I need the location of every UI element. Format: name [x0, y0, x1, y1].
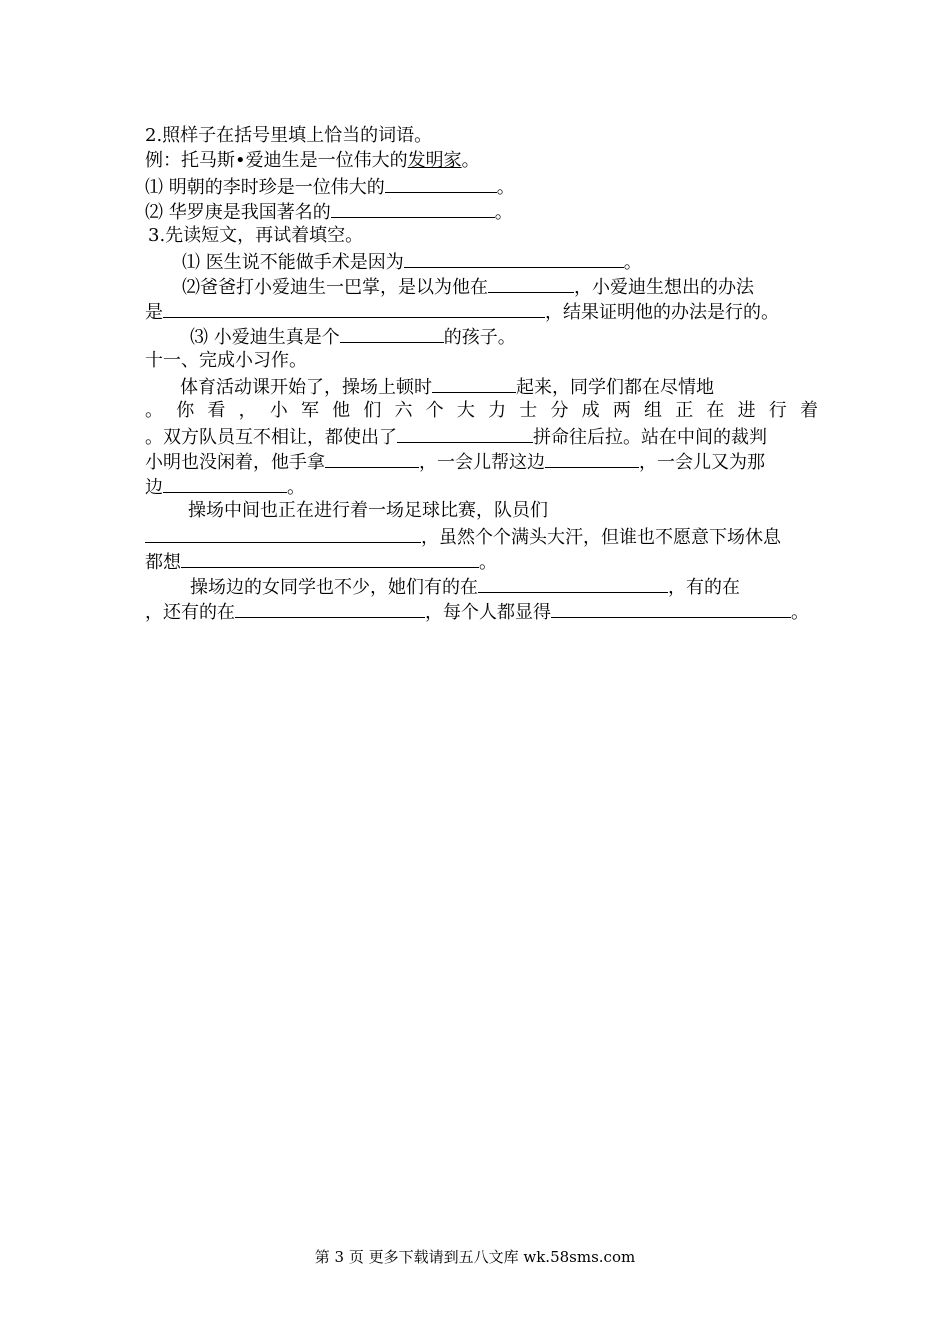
essay-char: 大 [456, 400, 475, 421]
essay-text: 。 [791, 602, 809, 623]
answer-blank[interactable] [325, 449, 419, 468]
essay-text: 都想 [145, 552, 181, 573]
essay-line-7 [145, 524, 818, 550]
essay-char: 个 [425, 400, 444, 421]
essay-text: 小明也没闲着，他手拿 [145, 452, 325, 473]
page-footer: 第 3 页 更多下载请到五八文库 wk.58sms.com [314, 1248, 636, 1266]
essay-text: ，一会儿帮这边 [419, 452, 545, 473]
q2-item-1 [145, 174, 818, 200]
essay-char: 两 [612, 400, 631, 421]
essay-text: ，一会儿又为那 [639, 452, 765, 473]
essay-char: 组 [644, 400, 662, 421]
q3-item-1-text: ⑴ 医生说不能做手术是因为 [182, 252, 404, 273]
essay-text: 操场中间也正在进行着一场足球比赛，队员们 [188, 500, 548, 521]
essay-text: ，有的在 [668, 577, 740, 598]
answer-blank[interactable] [397, 424, 533, 443]
essay-char: 。 [145, 400, 163, 421]
essay-line-1 [180, 374, 818, 400]
essay-text: 拼命往后拉。站在中间的裁判 [533, 427, 767, 448]
essay-char: 进 [737, 400, 756, 421]
essay-char: 在 [706, 400, 725, 421]
q11-heading-text: 十一、完成小习作。 [145, 350, 307, 371]
essay-line-3 [145, 424, 818, 450]
q2-heading [145, 124, 818, 148]
q3-heading [148, 224, 818, 248]
essay-text: 起来，同学们都在尽情地 [516, 377, 714, 398]
example-answer: 发明家 [407, 150, 462, 171]
q11-heading [145, 349, 818, 373]
period: 。 [494, 202, 513, 223]
q3-item-3-text-2: 的孩子。 [443, 327, 516, 348]
answer-blank[interactable] [404, 249, 624, 268]
answer-blank[interactable] [181, 549, 479, 568]
q3-item-3 [190, 324, 818, 350]
period: 。 [623, 252, 642, 273]
answer-blank[interactable] [340, 324, 444, 343]
q3-heading-text: 3.先读短文，再试着填空。 [148, 225, 364, 246]
essay-text: 体育活动课开始了，操场上顿时 [180, 377, 432, 398]
essay-line-6 [188, 499, 818, 523]
example-suffix: 。 [461, 150, 480, 171]
essay-char: 你 [176, 400, 195, 421]
essay-char: 们 [363, 400, 382, 421]
essay-char: ， [238, 400, 257, 421]
essay-line-5 [145, 474, 818, 500]
answer-blank[interactable] [432, 374, 516, 393]
q2-item-2 [145, 199, 818, 225]
answer-blank[interactable] [545, 449, 639, 468]
q3-item-3-text: ⑶ 小爱迪生真是个 [190, 327, 340, 348]
q2-item-1-text: ⑴ 明朝的李时珍是一位伟大的 [145, 177, 385, 198]
essay-char: 行 [768, 400, 787, 421]
answer-blank[interactable] [235, 599, 425, 618]
essay-char: 力 [488, 400, 507, 421]
essay-char: 正 [675, 400, 694, 421]
example-prefix: 例：托马斯•爱迪生是一位伟大的 [145, 150, 408, 171]
essay-char: 他 [332, 400, 351, 421]
essay-char: 士 [519, 400, 538, 421]
essay-char: 军 [300, 400, 319, 421]
answer-blank[interactable] [145, 524, 421, 543]
essay-text: ，每个人都显得 [425, 602, 551, 623]
essay-char: 小 [269, 400, 288, 421]
essay-char: 着 [799, 400, 818, 421]
q3-item-2-cont [145, 299, 818, 325]
essay-text: 边 [145, 477, 163, 498]
essay-text: 。双方队员互不相让，都使出了 [145, 427, 397, 448]
answer-blank[interactable] [163, 474, 287, 493]
essay-line-10 [145, 599, 870, 625]
essay-char: 六 [394, 400, 413, 421]
essay-text: 操场边的女同学也不少，她们有的在 [190, 577, 478, 598]
essay-text: 。 [287, 477, 305, 498]
answer-blank[interactable] [385, 174, 497, 193]
q3-item-2-text-4: ，结果证明他的办法是行的。 [545, 302, 779, 323]
answer-blank[interactable] [478, 574, 668, 593]
q3-item-2-text: ⑵爸爸打小爱迪生一巴掌，是以为他在 [182, 277, 488, 298]
essay-text: ，还有的在 [145, 602, 235, 623]
essay-text: 。 [479, 552, 497, 573]
essay-line-2 [145, 399, 818, 423]
q2-example [145, 149, 818, 173]
essay-line-4 [145, 449, 818, 475]
essay-text: ，虽然个个满头大汗，但谁也不愿意下场休息 [421, 527, 781, 548]
essay-line-9 [190, 574, 818, 600]
answer-blank[interactable] [163, 299, 545, 318]
q3-item-2-text-2: ，小爱迪生想出的办法 [574, 277, 754, 298]
period: 。 [496, 177, 515, 198]
q3-item-2-text-3: 是 [145, 302, 163, 323]
answer-blank[interactable] [488, 274, 574, 293]
q3-item-1 [182, 249, 818, 275]
essay-char: 成 [581, 400, 600, 421]
essay-char: 看 [207, 400, 226, 421]
answer-blank[interactable] [331, 199, 495, 218]
answer-blank[interactable] [551, 599, 791, 618]
essay-line-8 [145, 549, 818, 575]
q2-item-2-text: ⑵ 华罗庚是我国著名的 [145, 202, 331, 223]
q2-heading-text: 2.照样子在括号里填上恰当的词语。 [145, 125, 433, 146]
q3-item-2 [182, 274, 818, 300]
essay-char: 分 [550, 400, 569, 421]
